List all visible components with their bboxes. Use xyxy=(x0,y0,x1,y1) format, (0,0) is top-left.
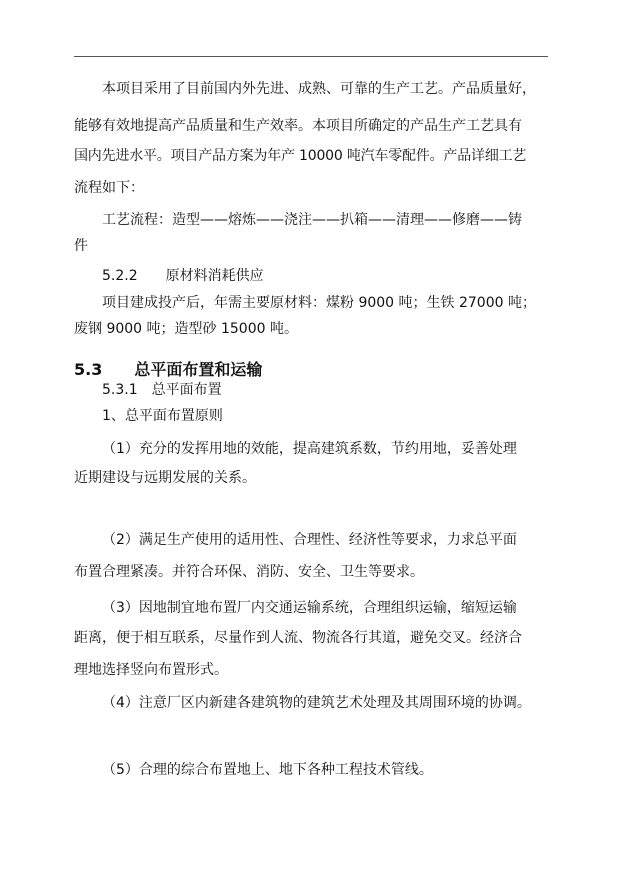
intro-line-4: 流程如下： xyxy=(74,180,144,196)
section-5-3-1-title: 5.3.1 总平面布置 xyxy=(102,382,222,398)
intro-line-1: 本项目采用了目前国内外先进、成熟、可靠的生产工艺。产品质量好， xyxy=(102,81,536,97)
materials-line-2: 废钢 9000 吨；造型砂 15000 吨。 xyxy=(74,321,298,337)
principle-4-line-1: （4）注意厂区内新建各建筑物的建筑艺术处理及其周围环境的协调。 xyxy=(102,695,531,711)
principle-5-line-1: （5）合理的综合布置地上、地下各种工程技术管线。 xyxy=(102,762,433,778)
principles-title: 1、总平面布置原则 xyxy=(102,408,223,424)
principle-1-line-2: 近期建设与远期发展的关系。 xyxy=(74,470,256,486)
principle-3-line-1: （3）因地制宜地布置厂内交通运输系统，合理组织运输，缩短运输 xyxy=(102,600,517,616)
process-line-1: 工艺流程：造型——熔炼——浇注——扒箱——清理——修磨——铸 xyxy=(102,212,522,228)
section-5-2-2-title: 5.2.2 原材料消耗供应 xyxy=(102,268,264,284)
header-rule xyxy=(74,56,548,57)
process-line-2: 件 xyxy=(74,238,88,254)
intro-line-3: 国内先进水平。项目产品方案为年产 10000 吨汽车零配件。产品详细工艺 xyxy=(74,148,527,164)
principle-2-line-2: 布置合理紧凑。并符合环保、消防、安全、卫生等要求。 xyxy=(74,564,424,580)
principle-3-line-3: 理地选择竖向布置形式。 xyxy=(74,662,228,678)
principle-3-line-2: 距离，便于相互联系，尽量作到人流、物流各行其道，避免交叉。经济合 xyxy=(74,630,522,646)
principle-2-line-1: （2）满足生产使用的适用性、合理性、经济性等要求，力求总平面 xyxy=(102,532,517,548)
section-5-3-heading: 5.3 总平面布置和运输 xyxy=(74,360,263,379)
intro-line-2: 能够有效地提高产品质量和生产效率。本项目所确定的产品生产工艺具有 xyxy=(74,118,522,134)
materials-line-1: 项目建成投产后，年需主要原材料：煤粉 9000 吨；生铁 27000 吨； xyxy=(102,295,536,311)
principle-1-line-1: （1）充分的发挥用地的效能，提高建筑系数，节约用地，妥善处理 xyxy=(102,441,517,457)
